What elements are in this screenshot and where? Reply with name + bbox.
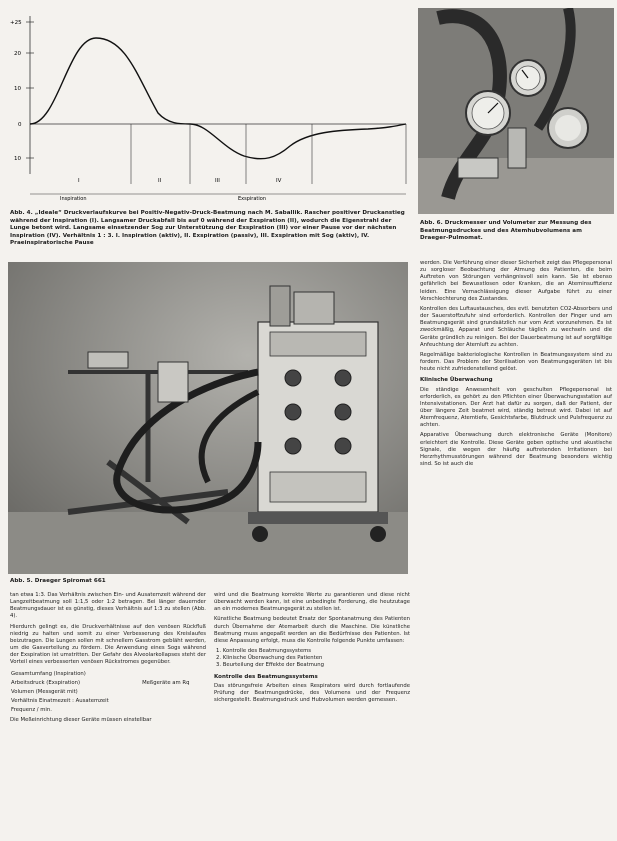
span-label: Exspiration (238, 196, 266, 202)
span-label: Inspiration (60, 196, 87, 202)
table-cell: Gesamtumfang (Inspiration) (11, 670, 86, 677)
tick-label: 10 (14, 86, 21, 92)
table-row (10, 679, 206, 688)
humidifier (158, 362, 188, 402)
paragraph: Das störungsfreie Arbeiten eines Respirators wird durch fortlaufende Prüfung der Beatmungsdrücke, des Volumens und der Frequenz sichergestellt. Beatmungsdruck und Hubvolumen werden gemessen. (214, 682, 410, 704)
table-row (10, 697, 206, 706)
figure-6-caption-text: Druckmesser und Volumeter zur Messung des Beatmungsdruckes und des Atemhubvolumens am Draeger-Pulmomat. (420, 220, 592, 242)
list-item: 1. Kontrolle des Beatmungssystems (216, 648, 311, 655)
control-knob (335, 370, 351, 386)
table-row (10, 706, 206, 715)
spiromat-photo-illustration (8, 262, 408, 574)
list-item: 3. Beurteilung der Effekte der Beatmung (216, 662, 324, 669)
figure-5-caption (10, 578, 310, 586)
paragraph: wird und die Beatmung korrekte Werte zu garantieren und diese nicht überwacht werden kann, ist eine unbedingte Forderung, die heutzutage an ein modernes Beatmungsgerät zu stellen ist. (214, 592, 410, 613)
tick-label: +25 (10, 20, 22, 26)
phase-label: II (158, 178, 162, 184)
paragraph: Kontrollen des Luftaustausches, des evtl. benutzten CO2-Absorbers und der Sauerstoffzufuhr sind erforderlich. Kontrollen der Finger und am Beatmungsgerät sind grundsätzlich nur vom Arzt vorzunehmen. Es ist zweckmäßig, Apparat und Schläuche täglich zu wechseln und die Geräte gründlich zu reinigen. Bei der Dauerbeatmung ist auf sorgfältige Anfeuchtung der Atemluft zu achten. (420, 305, 612, 348)
paragraph: Apparative Überwachung durch elektronische Geräte (Monitore) erleichtert die Kontrolle. Diese Geräte geben optische und akustische Signale, die wegen der häufig auftretenden Irritationen bei Herzrhythmusstörungen während der Beatmung besonders wichtig sind. So ist auch die (420, 432, 612, 468)
figure-4-caption-label: Abb. 4. (10, 210, 33, 216)
middle-bottom-column (214, 592, 410, 707)
section-heading: Kontrolle des Beatmungssystems (214, 673, 318, 680)
tick-label: 10 (14, 156, 21, 162)
table-cell (141, 670, 206, 679)
figure-4-caption (10, 210, 410, 248)
tick-label: 20 (14, 51, 21, 57)
control-knob (285, 438, 301, 454)
control-knob (335, 404, 351, 420)
figure-6-caption-label: Abb. 6. (420, 220, 443, 226)
paragraph: tan etwa 1:3. Das Verhältnis zwischen Ein- und Ausatemzeit während der Langzeitbeatmung soll 1:1,5 oder 1:2 betragen. Bei länger dauernder Beatmungsdauer ist es günstig, dieses Verhältnis auf 1:3 zu stellen (Abb. 4). (10, 592, 206, 620)
figure-6-photo (418, 8, 614, 214)
pressure-curve (30, 38, 406, 159)
figure-5-caption-label: Abb. 5. (10, 578, 33, 584)
patient-valve (88, 352, 128, 368)
section-heading: Klinische Überwachung (420, 377, 493, 384)
pressure-curve-graph (8, 8, 408, 204)
figure-5-photo (8, 262, 408, 574)
control-knob (285, 404, 301, 420)
paragraph: Regelmäßige bakteriologische Kontrollen in Beatmungssystem sind zu fordern. Das Problem der Sterilisation von Beatmungsgeräten ist bis heute nicht zufriedenstellend gelöst. (420, 351, 612, 373)
list-item: 2. Klinische Überwachung des Patienten (216, 655, 323, 662)
figure-4-chart (8, 8, 408, 204)
paragraph: Künstliche Beatmung bedeutet Ersatz der Spontanatmung des Patienten durch Übernahme der Atemarbeit durch die Maschine. Die künstliche Beatmung muss angepaßt werden an die Bedürfnisse des Patienten. Ist diese Anpassung erfolgt, muss die Kontrolle folgende Punkte umfassen: (214, 616, 410, 644)
parameter-table (10, 670, 206, 716)
paragraph: Hierdurch gelingt es, die Druckverhältnisse auf den venösen Rückfluß niedrig zu halten und somit zu einer Verbesserung des Kreislaufes beizutragen. Die Lungen sollen mit schnellem Gasstrom gebläht werden, um die Gasverteilung zu fördern. Die Anwendung eines Sogs während der Exspiration ist umstritten. Der Gefahr des Alveolarkollapses steht der Vorteil eines verbesserten venösen Rückstromes gegenüber. (10, 623, 206, 666)
gauges-photo-illustration (418, 8, 614, 214)
table-cell: Volumen (Messgerät mit) (11, 688, 78, 695)
left-bottom-column (10, 592, 206, 728)
paragraph: werden. Die Verführung einer dieser Sicherheit zeigt das Pflegepersonal zu sorgloser Beobachtung der Atmung des Patienten, die beim Auftreten von Störungen verhängnisvoll sein kann. Sie ist ebenso gefährlich bei Bewusstlosen oder Kranken, die an Ateminsuffizienz leiden. Eine Vernachlässigung dieser Aufgabe führt zu einer Verschlechterung des Zustandes. (420, 260, 612, 302)
figure-6-caption (420, 220, 612, 243)
phase-label: IV (276, 178, 282, 184)
figure-4-caption-text: „Ideale“ Druckverlaufskurve bei Positiv-Negativ-Druck-Beatmung nach M. Saballik. Rascher positiver Druckanstieg während der Inspiration (I). Langsamer Druckabfall bis auf 0 während der Exspiration (II), wodurch die Eigenstrahl der Lunge betont wird. Langsame einsetzender Sog zur Unterstützung der Exspiration (III) vor einer Pause vor der nächsten Inspiration (IV). Verhältnis 1 : 3. I. Inspiration (aktiv), II. Exspiration (passiv), III. Exspiration mit Sog (aktiv), IV. Praeinspiratorische Pause (10, 210, 405, 247)
phase-label: I (78, 178, 80, 184)
table-cell (141, 706, 206, 715)
control-knob (335, 438, 351, 454)
paragraph: Die Meßeinrichtung dieser Geräte müssen einstellbar (10, 717, 152, 724)
table-cell: Frequenz / min. (11, 707, 52, 714)
table-cell: Arbeitsdruck (Exspiration) (11, 679, 81, 686)
right-text-column (420, 260, 612, 471)
table-row (10, 670, 206, 679)
table-cell (141, 688, 206, 697)
table-row (10, 688, 206, 697)
phase-label: III (215, 178, 220, 184)
figure-5-caption-text: Draeger Spiromat 661 (34, 578, 106, 584)
control-list (214, 648, 410, 669)
paragraph: Die ständige Anwesenheit von geschulten Pflegepersonal ist erforderlich, es gehört zu den Pflichten einer Überwachungsstation auf Intensivstationen. Der Arzt hat dafür zu sorgen, daß der Patient, der über längere Zeit beatmet wird, ständig betreut wird. Dabei ist auf Atemfrequenz, Atemtiefe, Gesichtsfarbe, Blutdruck und Pulsfrequenz zu achten. (420, 386, 612, 429)
cart-base (248, 512, 388, 524)
table-cell: Meßgeräte am Rq (142, 679, 190, 686)
table-cell: Verhältnis Einatmezeit : Ausatemzeit (11, 698, 109, 705)
tick-label: 0 (18, 122, 22, 128)
table-cell (141, 697, 206, 706)
control-knob (285, 370, 301, 386)
